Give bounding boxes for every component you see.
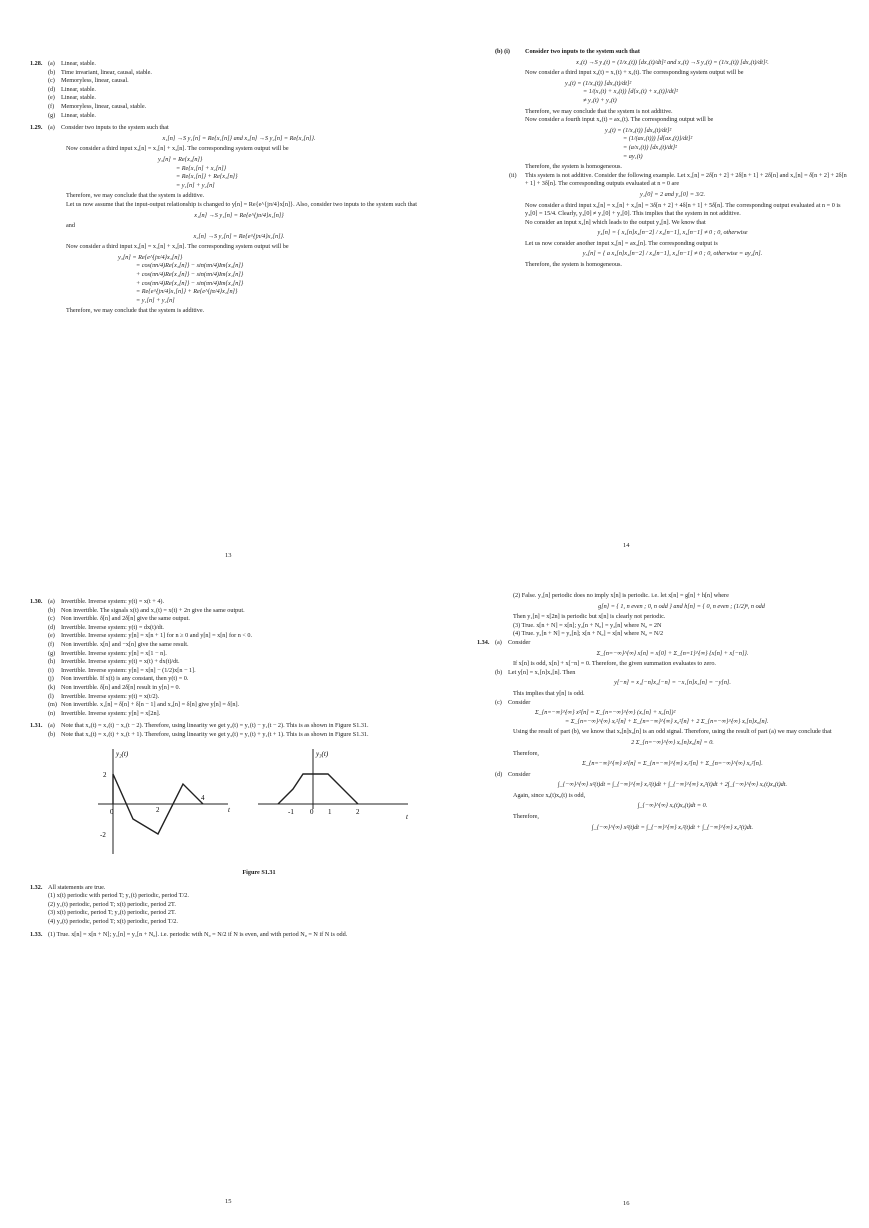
page-number: 15 xyxy=(225,1198,232,1205)
text-line: (g) xyxy=(48,649,56,657)
paragraph: Again, since xₑ(t)x₀(t) is odd, xyxy=(513,791,586,799)
text-line: Consider xyxy=(508,698,531,706)
text-line: = Re{e^{jπ/4}x₁[n]} + Re{e^{jπ/4}x₂[n]} xyxy=(136,288,238,296)
paragraph: Therefore, the system is homogeneous. xyxy=(525,261,622,269)
text-line: = Re{x₁[n]} + Re{x₂[n]} xyxy=(176,173,238,181)
text-line: (b) xyxy=(495,668,503,676)
tick-label: 2 xyxy=(103,770,107,779)
text-line: = (1/(ax₁(t))) [d{ax₁(t)}/dt]² xyxy=(623,135,693,143)
tick-label: 0 xyxy=(310,807,314,816)
text-line: Note that x₂(t) = x₁(t) − x₁(t − 2). Therefore, using linearity we get y₂(t) = y₁(t) − y₁(t − 2). This is as shown in Figure S1.31. xyxy=(61,722,369,730)
text-line: Non invertible. x₁[n] = δ[n] + δ[n − 1] and x₂[n] = δ[n] give y[n] = δ[n]. xyxy=(61,701,240,709)
text-line: Non invertible. x[n] and −x[n] give the same result. xyxy=(61,640,189,648)
equation: y₅[n] = { a x₄[n]x₄[n−2] / x₄[n−1], x₄[n−1] ≠ 0 ; 0, otherwise = ay₄[n]. xyxy=(582,250,763,258)
problem-1-33 xyxy=(30,931,430,940)
text-line: (a) xyxy=(48,598,55,605)
equation: x₁(t) →S y₁(t) = (1/x₁(t)) [dx₁(t)/dt]² and x₂(t) →S y₂(t) = (1/x₂(t)) [dx₂(t)/dt]². xyxy=(576,58,769,66)
text-line: (a) xyxy=(48,124,55,132)
text-line: (d) xyxy=(48,623,56,631)
list-item xyxy=(48,658,252,667)
paragraph: Let us now consider another input x₅[n] = ax₄[n]. The corresponding output is xyxy=(525,239,718,247)
plot-y3-xlabel: t xyxy=(406,812,408,821)
plot-y3-label: y₃(t) xyxy=(316,749,329,758)
page-13 xyxy=(30,60,430,570)
text-line: Memoryless, linear, causal. xyxy=(61,77,129,85)
text-line: Invertible. Inverse system: y(t) = x(t + 4). xyxy=(61,598,165,605)
equation: ∫_{−∞}^{∞} x²(t)dt = ∫_{−∞}^{∞} xₑ²(t)dt + ∫_{−∞}^{∞} x₀²(t)dt. xyxy=(591,823,754,831)
part-label: (ii) xyxy=(509,171,517,179)
text-line: Non invertible. δ[n] and 2δ[n] result in y[n] = 0. xyxy=(61,683,181,691)
paragraph: Therefore, xyxy=(513,813,539,821)
paragraph: Now consider a third input x₃[n] = x₁[n] + x₂[n] = 3δ[n + 2] + 4δ[n + 1] + 5δ[n]. The corresponding output evaluated at n = 0 is y₃[0] = 15/4. Clearly, y₃[0] ≠ y₁[0] + y₂[0]. This implies that the system in not additive. xyxy=(525,201,841,218)
list-item xyxy=(48,710,252,719)
list-item xyxy=(48,624,252,633)
text-line: ≠ y₁(t) + y₂(t) xyxy=(583,96,617,104)
text-line: = ay₁(t) xyxy=(623,152,643,160)
text-line: (a) xyxy=(495,638,502,646)
text-line: = y₁[n] + y₂[n] xyxy=(136,296,175,304)
text-line: Note that x₃(t) = x₁(t) + x₁(t + 1). Therefore, using linearity we get y₃(t) = y₁(t) + y₁(t + 1). This is as shown in Figure S1.31. xyxy=(61,730,369,738)
problem-number: 1.28. xyxy=(30,60,43,67)
text-line: (f) xyxy=(48,640,55,648)
text-line: (e) xyxy=(48,94,55,102)
equation: Σ_{n=−∞}^{∞} x[n] = x[0] + Σ_{n=1}^{∞} {x[n] + x[−n]}. xyxy=(596,649,749,657)
paragraph: Using the result of part (b), we know that xₑ[n]x₀[n] is an odd signal. Therefore, using the result of part (a) we may conclude that xyxy=(513,728,832,736)
text-line: y₃[n] = Re{x₃[n]} xyxy=(158,155,203,163)
list-item xyxy=(48,69,152,78)
text-line: Σ_{n=−∞}^{∞} x²[n] = Σ_{n=−∞}^{∞} (xₑ[n] + x₀[n])² xyxy=(535,709,676,717)
text-line: (h) xyxy=(48,658,56,666)
list-item xyxy=(48,60,152,69)
text-line: Invertible. Inverse system: y[n] = x[n] − (1/2)x[n − 1]. xyxy=(61,666,196,674)
paragraph: Now consider a third input x₃[n] = x₁[n] + x₂[n]. The corresponding system output will be xyxy=(66,145,289,153)
equation-block xyxy=(48,156,430,190)
list-item xyxy=(48,667,252,676)
tick-label: 2 xyxy=(356,807,360,816)
text-line: (l) xyxy=(48,692,54,700)
text-line: Invertible. Inverse system: y(t) = x(t) + dx(t)/dt. xyxy=(61,658,180,666)
list-item xyxy=(48,684,252,693)
equation: g[n] = { 1, n even ; 0, n odd } and h[n] = { 0, n even ; (1/2)ⁿ, n odd xyxy=(598,602,765,610)
list-item: (1) True. x[n] = x[n + N]; y₁[n] = y₁[n + N₀]. i.e. periodic with N₀ = N/2 if N is even, and with period N₀ = N if N is odd. xyxy=(48,930,348,938)
tick-label: 4 xyxy=(201,793,205,802)
text-line: Linear, stable. xyxy=(61,85,96,93)
text-line: (f) xyxy=(48,102,55,110)
text-line: (b) xyxy=(48,730,56,738)
tick-label: -2 xyxy=(100,830,106,839)
text-line: = y₁[n] + y₂[n] xyxy=(176,181,215,189)
paragraph: and xyxy=(66,222,75,230)
text-line: Non invertible. The signals x(t) and x₁(t) = x(t) + 2π give the same output. xyxy=(61,606,245,614)
text-line: (a) xyxy=(48,60,55,67)
paragraph: This implies that y[n] is odd. xyxy=(513,689,585,697)
text-line: Invertible. Inverse system: y[n] = x[n + 1] for n ≥ 0 and y[n] = x[n] for n < 0. xyxy=(61,632,253,640)
equation-block xyxy=(495,709,850,726)
equation: x₁[n] →S y₁[n] = Re{e^{jπ/4}x₁[n]} xyxy=(194,211,284,219)
page-number: 13 xyxy=(225,552,232,559)
text-line: (a) xyxy=(48,722,55,730)
problem-number: 1.33. xyxy=(30,930,43,938)
text-line: (n) xyxy=(48,709,56,717)
text-line: y₃(t) = (1/x₃(t)) [dx₃(t)/dt]² xyxy=(565,79,632,87)
text-line: All statements are true. xyxy=(48,883,106,891)
plot-y2-label: y₂(t) xyxy=(116,749,129,758)
text-line: = (a/x₁(t)) [dx₁(t)/dt]² xyxy=(623,143,677,151)
text-line: (c) xyxy=(495,698,502,706)
text-line: = Re{x₁[n] + x₂[n]} xyxy=(176,164,227,172)
page-number: 14 xyxy=(623,542,630,549)
equation: y₁[0] = 2 and y₂[0] = 3/2. xyxy=(639,190,706,198)
problem-number: 1.30. xyxy=(30,598,43,605)
paragraph: Now consider a third input x₃[n] = x₁[n] + x₂[n]. The corresponding system output will be xyxy=(66,243,289,251)
list-item: (3) x(t) periodic, period T; y₂(t) periodic, period 2T. xyxy=(48,909,176,917)
equation: Σ_{n=−∞}^{∞} x²[n] = Σ_{n=−∞}^{∞} xₑ²[n] + Σ_{n=−∞}^{∞} x₀²[n]. xyxy=(582,760,763,768)
list-item: (4) y₂(t) periodic, period T; x(t) periodic, period T/2. xyxy=(48,918,178,926)
list-item xyxy=(48,632,252,641)
equation: x₂[n] →S y₂[n] = Re{e^{jπ/4}x₂[n]}. xyxy=(193,232,285,240)
list-item xyxy=(48,650,252,659)
page-14 xyxy=(495,48,850,558)
problem-1-28 xyxy=(30,60,430,120)
text-line: (d) xyxy=(48,85,56,93)
problem-1-31 xyxy=(30,722,430,879)
text-line: Consider two inputs to the system such that xyxy=(61,124,169,132)
tick-label: 2 xyxy=(156,805,160,814)
text-line: = Σ_{n=−∞}^{∞} xₑ²[n] + Σ_{n=−∞}^{∞} x₀²[n] + 2 Σ_{n=−∞}^{∞} xₑ[n]x₀[n]. xyxy=(565,717,769,725)
page-16 xyxy=(477,592,850,1218)
text-line: Invertible. Inverse system: y(t) = dx(t)/dt. xyxy=(61,623,164,631)
list-item: Then y₁[n] = x[2n] is periodic but x[n] is clearly not periodic. xyxy=(513,613,666,621)
problem-1-29 xyxy=(30,124,430,316)
text-line: Consider xyxy=(508,770,531,778)
text-line: Linear, stable. xyxy=(61,94,96,102)
part-label: (b) (i) xyxy=(495,48,510,55)
text-line: (j) xyxy=(48,675,54,683)
text-line: (m) xyxy=(48,701,57,709)
text-line: = 1/(x₁(t) + x₂(t)) [d{x₁(t) + x₂(t)}/dt]² xyxy=(583,88,678,96)
text-line: (i) xyxy=(48,666,54,674)
text-line: Linear, stable. xyxy=(61,60,96,67)
paragraph: Therefore, the system is homogeneous. xyxy=(525,163,622,171)
list-item: (2) False. y₁[n] periodic does no imply x[n] is periodic. i.e. let x[n] = g[n] + h[n] where xyxy=(513,592,729,599)
equation: y₄[n] = { x₄[n]x₄[n−2] / x₄[n−1], x₄[n−1] ≠ 0 ; 0, otherwise xyxy=(597,229,748,237)
list-item: (2) y₁(t) periodic, period T; x(t) periodic, period 2T. xyxy=(48,900,176,908)
list-item: (4) True. y₂[n + N] = y₂[n]; x[n + N₀] = x[n] where N₀ = N/2 xyxy=(513,630,664,638)
equation: 2 Σ_{n=−∞}^{∞} xₑ[n]x₀[n] = 0. xyxy=(631,738,714,746)
list-item xyxy=(48,112,152,121)
paragraph: Therefore, we may conclude that the system is additive. xyxy=(66,192,205,200)
problem-number: 1.29. xyxy=(30,124,43,132)
figure-s1-31 xyxy=(88,744,430,878)
paragraph: Now consider a third input x₃(t) = x₁(t) + x₂(t). The corresponding system output will be xyxy=(525,69,744,77)
text-line: Non invertible. δ[n] and 2δ[n] give the same output. xyxy=(61,615,190,623)
text-line: (g) xyxy=(48,111,56,119)
tick-label: -1 xyxy=(288,807,294,816)
text-line: (c) xyxy=(48,615,55,623)
plot-y3 xyxy=(258,749,408,809)
figure-caption: Figure S1.31 xyxy=(242,869,276,877)
text-line: Invertible. Inverse system: y(t) = x(t/2). xyxy=(61,692,160,700)
text-line: y₄(t) = (1/x₄(t)) [dx₄(t)/dt]² xyxy=(605,126,672,134)
paragraph: Therefore, we may conclude that the system is not additive. xyxy=(525,107,673,115)
list-item xyxy=(48,607,252,616)
paragraph: Therefore, xyxy=(513,749,539,757)
text-line: (b) xyxy=(48,606,56,614)
list-item xyxy=(48,693,252,702)
list-item: (3) True. x[n + N] = x[n]; y₂[n + N₀] = y₂[n] where N₀ = 2N xyxy=(513,621,662,629)
text-line: (d) xyxy=(495,770,503,778)
paragraph: Therefore, we may conclude that the system is additive. xyxy=(66,307,205,315)
tick-label: 0 xyxy=(110,807,114,816)
text-line: Consider two inputs to the system such that xyxy=(525,48,640,55)
text-line: y₃[n] = Re{e^{jπ/4}x₃[n]} xyxy=(118,253,183,261)
list-item: (1) x(t) periodic with period T; y₁(t) periodic, period T/2. xyxy=(48,892,189,900)
list-item xyxy=(48,615,252,624)
problem-number: 1.32. xyxy=(30,883,43,891)
text-line: Let y[n] = x₁[n]x₂[n]. Then xyxy=(508,668,576,676)
text-line: Invertible. Inverse system: y[n] = x[1 − n]. xyxy=(61,649,167,657)
text-line: Invertible. Inverse system: y[n] = x[2n]. xyxy=(61,709,161,717)
list-item xyxy=(48,94,152,103)
text-line: + cos(πn/4)Re{x₁[n]} − sin(πn/4)Im{x₁[n]} xyxy=(136,271,244,279)
paragraph: Let us now assume that the input-output relationship is changed to y[n] = Re{e^{jπ/4}x[n]}. Also, consider two inputs to the system such that xyxy=(66,200,418,208)
equation: y[−n] = x₁[−n]x₂[−n] = −x₁[n]x₂[n] = −y[n]. xyxy=(614,679,731,687)
paragraph: No consider an input x₄[n] which leads to the output y₄[n]. We know that xyxy=(525,218,706,226)
text-line: (k) xyxy=(48,683,56,691)
equation: x₁[n] →S y₁[n] = Re{x₁[n]} and x₂[n] →S y₂[n] = Re{x₂[n]}. xyxy=(162,134,316,142)
text-line: (e) xyxy=(48,632,55,640)
problem-1-34 xyxy=(477,639,850,834)
equation: ∫_{−∞}^{∞} x²(t)dt = ∫_{−∞}^{∞} xₑ²(t)dt + ∫_{−∞}^{∞} x₀²(t)dt + 2∫_{−∞}^{∞} xₑ(t)x₀(t)dt. xyxy=(557,781,788,789)
plot-y2-xlabel: t xyxy=(228,805,230,814)
list-item xyxy=(48,103,152,112)
equation-block xyxy=(495,80,850,106)
paragraph: If x[n] is odd, x[n] + x[−n] = 0. Therefore, the given summation evaluates to zero. xyxy=(513,660,716,668)
figure-plots xyxy=(88,744,418,864)
text-line: = cos(πn/4)Re{x₃[n]} − sin(πn/4)Im{x₃[n]} xyxy=(136,262,244,270)
list-item xyxy=(48,641,252,650)
list-item xyxy=(48,598,252,607)
text-line: Consider xyxy=(508,638,531,646)
text-line: (b) xyxy=(48,68,56,76)
problem-number: 1.34. xyxy=(477,638,490,646)
list-item xyxy=(48,701,252,710)
equation-block xyxy=(48,254,430,306)
text-line: Non invertible. If x(t) is any constant, then y(t) = 0. xyxy=(61,675,189,683)
text-line: Memoryless, linear, causal, stable. xyxy=(61,102,147,110)
page-number: 16 xyxy=(623,1200,630,1207)
problem-1-32 xyxy=(30,884,430,927)
problem-1-30 xyxy=(30,598,430,718)
text-line: Linear, stable. xyxy=(61,111,96,119)
plot-y2 xyxy=(98,749,228,854)
text-line: (c) xyxy=(48,77,55,85)
paragraph: This system is not additive. Consider the following example. Let x₁[n] = 2δ[n + 2] + 2δ[n + 1] + 2δ[n] and x₂[n] = δ[n + 2] + 2δ[n + 1] + 3δ[n]. The corresponding outputs evaluated at n = 0 are xyxy=(525,171,847,188)
list-item xyxy=(48,675,252,684)
problem-number: 1.31. xyxy=(30,722,43,730)
equation: ∫_{−∞}^{∞} xₑ(t)x₀(t)dt = 0. xyxy=(637,802,708,810)
page-15 xyxy=(30,598,430,1218)
text-line: Time invariant, linear, causal, stable. xyxy=(61,68,152,76)
list-item xyxy=(48,86,152,95)
tick-label: 1 xyxy=(328,807,332,816)
paragraph: Now consider a fourth input x₄(t) = ax₁(t). The corresponding output will be xyxy=(525,116,714,124)
list-item xyxy=(48,77,152,86)
text-line: + cos(πn/4)Re{x₂[n]} − sin(πn/4)Im{x₂[n]} xyxy=(136,279,244,287)
equation-block xyxy=(495,127,850,161)
